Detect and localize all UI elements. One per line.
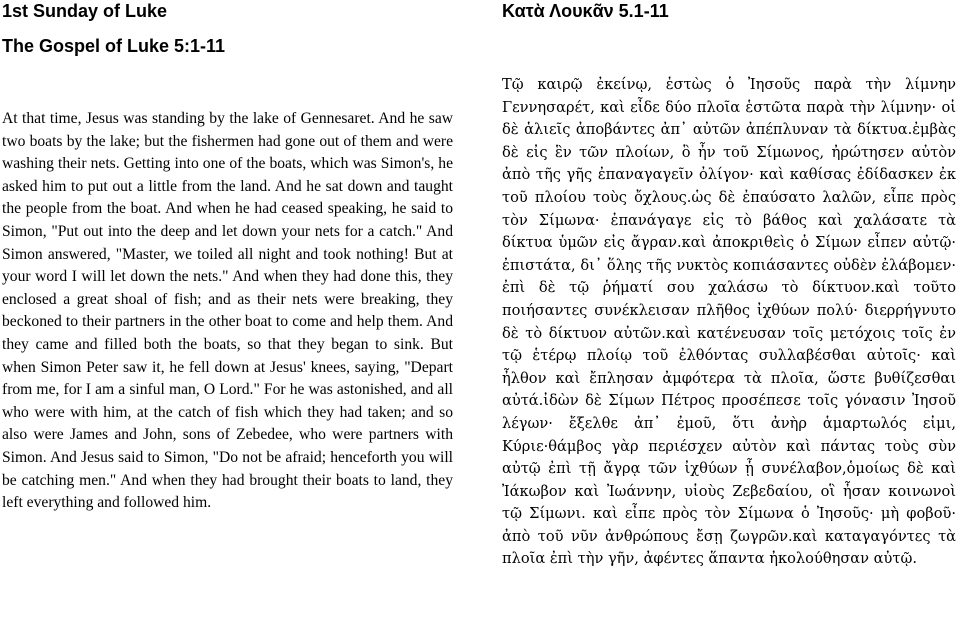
feast-title: 1st Sunday of Luke <box>2 1 168 21</box>
greek-gospel-text: Τῷ καιρῷ ἐκείνῳ, ἑστὼς ὁ Ἰησοῦς παρὰ τὴν λίμνην Γεννησαρέτ, καὶ εἶδε δύο πλοῖα ἑστῶτα παρὰ τὴν λίμνην· οἱ δὲ ἁλιεῖς ἀποβάντες ἀπ᾿ αὐτῶν ἀπέπλυναν τὰ δίκτυα.ἐμβὰς δὲ εἰς ἓν τῶν πλοίων, ὃ ἦν τοῦ Σίμωνος, ἠρώτησεν αὐτὸν ἀπὸ τῆς γῆς ἐπαναγαγεῖν ὀλίγον· καὶ καθίσας ἐδίδασκεν ἐκ τοῦ πλοίου τοὺς ὄχλους.ὡς δὲ ἐπαύσατο λαλῶν, εἶπε πρὸς τὸν Σίμωνα· ἐπανάγαγε εἰς τὸ βάθος καὶ χαλάσατε τὰ δίκτυα ὑμῶν εἰς ἄγραν.καὶ ἀποκριθεὶς ὁ Σίμων εἶπεν αὐτῷ· ἐπιστάτα, δι᾿ ὅλης τῆς νυκτὸς κοπιάσαντες οὐδὲν ἐλάβομεν· ἐπὶ δὲ τῷ ῥήματί σου χαλάσω τὸ δίκτυον.καὶ τοῦτο ποιήσαντες συνέκλεισαν πλῆθος ἰχθύων πολύ· διερρήγνυτο δὲ τὸ δίκτυον αὐτῶν.καὶ κατένευσαν τοῖς μετόχοις τοῖς ἐν τῷ ἑτέρῳ πλοίῳ τοῦ ἐλθόντας συλλαβέσθαι αὐτοῖς· καὶ ἦλθον καὶ ἔπλησαν ἀμφότερα τὰ πλοῖα, ὥστε βυθίζεσθαι αὐτά.ἰδὼν δὲ Σίμων Πέτρος προσέπεσε τοῖς γόνασιν Ἰησοῦ λέγων· ἔξελθε ἀπ᾿ ἐμοῦ, ὅτι ἀνὴρ ἁμαρτωλός εἰμι, Κύριε·θάμβος γὰρ περιέσχεν αὐτὸν καὶ πάντας τοὺς σὺν αὐτῷ ἐπὶ τῇ ἄγρᾳ τῶν ἰχθύων ᾗ συνέλαβον,ὁμοίως δὲ καὶ Ἰάκωβον καὶ Ἰωάννην, υἱοὺς Ζεβεδαίου, οἳ ἦσαν κοινωνοὶ τῷ Σίμωνι. καὶ εἶπε πρὸς τὸν Σίμωνα ὁ Ἰησοῦς· μὴ φοβοῦ· ἀπὸ τοῦ νῦν ἀνθρώπους ἔσῃ ζωγρῶν.καὶ καταγαγόντες τὰ πλοῖα ἐπὶ τὴν γῆν, ἀφέντες ἅπαντα ἠκολούθησαν αὐτῷ. <box>502 76 956 568</box>
gospel-reference-title: The Gospel of Luke 5:1-11 <box>2 36 226 56</box>
english-column <box>0 0 472 57</box>
greek-reference-title: Κατὰ Λουκᾶν 5.1-11 <box>502 1 669 21</box>
english-gospel-text: At that time, Jesus was standing by the lake of Gennesaret. And he saw two boats by the lake; but the fishermen had gone out of them and were washing their nets. Getting into one of the boats, which was Simon's, he asked him to put out a little from the land. And he sat down and taught the people from the boat. And when he had ceased speaking, he said to Simon, "Put out into the deep and let down your nets for a catch." And Simon answered, "Master, we toiled all night and took nothing! But at your word I will let down the nets." And when they had done this, they enclosed a great shoal of fish; and as their nets were breaking, they beckoned to their partners in the other boat to come and help them. And they came and filled both the boats, so that they began to sink. But when Simon Peter saw it, he fell down at Jesus' knees, saying, "Depart from me, for I am a sinful man, O Lord." For he was astonished, and all who were with him, at the catch of fish which they had taken; and so also were James and John, sons of Zebedee, who were partners with Simon. And Jesus said to Simon, "Do not be afraid; henceforth you will be catching men." And when they had brought their boats to land, they left everything and followed him. <box>2 110 453 512</box>
greek-column <box>502 0 956 568</box>
